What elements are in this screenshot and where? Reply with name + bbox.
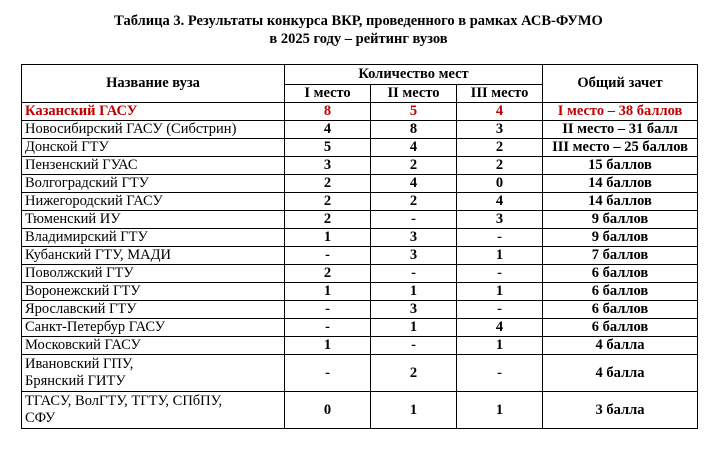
place-2-count: 8 <box>371 121 457 139</box>
place-2-count: 4 <box>371 175 457 193</box>
university-name-cell <box>22 301 285 319</box>
total-score: 6 баллов <box>543 301 698 319</box>
university-name: Донской ГТУ <box>25 139 109 155</box>
total-score: 6 баллов <box>543 283 698 301</box>
place-3-count: - <box>457 229 543 247</box>
place-2-count: 2 <box>371 157 457 175</box>
university-name: Кубанский ГТУ, МАДИ <box>25 247 171 263</box>
place-1-count: 2 <box>285 175 371 193</box>
total-score: 15 баллов <box>543 157 698 175</box>
place-1-count: 2 <box>285 193 371 211</box>
total-score: 4 балла <box>543 337 698 355</box>
place-2-count: 2 <box>371 193 457 211</box>
university-name: Нижегородский ГАСУ <box>25 193 163 209</box>
table-body <box>22 103 698 429</box>
table-row <box>22 157 698 175</box>
place-3-count: 1 <box>457 337 543 355</box>
header-place-3: III место <box>457 84 543 103</box>
table-row <box>22 103 698 121</box>
table-row <box>22 175 698 193</box>
table-row <box>22 392 698 429</box>
place-1-count: - <box>285 319 371 337</box>
place-2-count: 1 <box>371 283 457 301</box>
university-name-cell <box>22 337 285 355</box>
university-name: Владимирский ГТУ <box>25 229 148 245</box>
place-2-count: 4 <box>371 139 457 157</box>
total-score: 7 баллов <box>543 247 698 265</box>
university-name: Казанский ГАСУ <box>25 103 138 119</box>
place-2-count: 2 <box>371 355 457 392</box>
university-name-cell <box>22 211 285 229</box>
place-2-count: 3 <box>371 247 457 265</box>
place-1-count: 8 <box>285 103 371 121</box>
table-row <box>22 283 698 301</box>
university-name-continued: Брянский ГИТУ <box>25 373 126 389</box>
place-2-count: - <box>371 337 457 355</box>
header-place-1: I место <box>285 84 371 103</box>
place-3-count: 3 <box>457 211 543 229</box>
university-name-cell <box>22 229 285 247</box>
university-name: Ярославский ГТУ <box>25 301 137 317</box>
university-name-cell <box>22 283 285 301</box>
total-score: 3 балла <box>543 392 698 429</box>
university-name: Новосибирский ГАСУ (Сибстрин) <box>25 121 237 137</box>
university-name: ТГАСУ, ВолГТУ, ТГТУ, СПбПУ, <box>25 393 223 409</box>
total-score: 6 баллов <box>543 265 698 283</box>
header-total: Общий зачет <box>543 65 698 103</box>
university-name: Ивановский ГПУ, <box>25 356 134 372</box>
place-1-count: 5 <box>285 139 371 157</box>
table-row <box>22 139 698 157</box>
place-1-count: 1 <box>285 229 371 247</box>
university-name: Санкт-Петербур ГАСУ <box>25 319 166 335</box>
place-2-count: 1 <box>371 392 457 429</box>
university-name-cell <box>22 319 285 337</box>
total-score: 4 балла <box>543 355 698 392</box>
caption-line-2: в 2025 году – рейтинг вузов <box>269 31 448 47</box>
caption-line-1: Таблица 3. Результаты конкурса ВКР, проведенного в рамках АСВ-ФУМО <box>114 13 603 29</box>
table-row <box>22 211 698 229</box>
place-3-count: 2 <box>457 139 543 157</box>
university-name: Воронежский ГТУ <box>25 283 141 299</box>
total-score: III место – 25 баллов <box>543 139 698 157</box>
place-3-count: - <box>457 265 543 283</box>
place-3-count: 4 <box>457 103 543 121</box>
university-name: Московский ГАСУ <box>25 337 141 353</box>
total-score: II место – 31 балл <box>543 121 698 139</box>
rating-table <box>21 64 698 429</box>
university-name: Волгоградский ГТУ <box>25 175 149 191</box>
place-3-count: 4 <box>457 319 543 337</box>
header-name: Название вуза <box>22 65 285 103</box>
table-row <box>22 319 698 337</box>
place-1-count: 0 <box>285 392 371 429</box>
total-score: 9 баллов <box>543 229 698 247</box>
place-2-count: - <box>371 211 457 229</box>
table-row <box>22 355 698 392</box>
place-3-count: 4 <box>457 193 543 211</box>
table-header <box>22 65 698 103</box>
place-1-count: 2 <box>285 265 371 283</box>
table-row <box>22 121 698 139</box>
table-row <box>22 265 698 283</box>
university-name-cell <box>22 247 285 265</box>
total-score: I место – 38 баллов <box>543 103 698 121</box>
place-2-count: 3 <box>371 229 457 247</box>
university-name-cell <box>22 157 285 175</box>
university-name-cell <box>22 139 285 157</box>
table-row <box>22 337 698 355</box>
total-score: 14 баллов <box>543 175 698 193</box>
place-1-count: 1 <box>285 337 371 355</box>
university-name: Поволжский ГТУ <box>25 265 134 281</box>
total-score: 9 баллов <box>543 211 698 229</box>
university-name-cell <box>22 193 285 211</box>
table-row <box>22 247 698 265</box>
total-score: 14 баллов <box>543 193 698 211</box>
total-score: 6 баллов <box>543 319 698 337</box>
place-3-count: - <box>457 355 543 392</box>
place-2-count: 1 <box>371 319 457 337</box>
table-row <box>22 193 698 211</box>
place-2-count: - <box>371 265 457 283</box>
place-1-count: - <box>285 301 371 319</box>
place-3-count: 1 <box>457 283 543 301</box>
place-2-count: 3 <box>371 301 457 319</box>
place-2-count: 5 <box>371 103 457 121</box>
place-3-count: 0 <box>457 175 543 193</box>
place-1-count: 4 <box>285 121 371 139</box>
place-1-count: - <box>285 355 371 392</box>
university-name-cell <box>22 103 285 121</box>
place-3-count: 2 <box>457 157 543 175</box>
place-3-count: 1 <box>457 247 543 265</box>
header-places-group: Количество мест <box>285 65 543 85</box>
university-name-continued: СФУ <box>25 410 56 426</box>
place-1-count: 2 <box>285 211 371 229</box>
place-3-count: - <box>457 301 543 319</box>
place-1-count: 1 <box>285 283 371 301</box>
university-name: Пензенский ГУАС <box>25 157 138 173</box>
place-3-count: 1 <box>457 392 543 429</box>
university-name-cell <box>22 355 285 392</box>
table-caption <box>0 12 717 48</box>
table-row <box>22 229 698 247</box>
header-place-2: II место <box>371 84 457 103</box>
university-name-cell <box>22 265 285 283</box>
university-name-cell <box>22 392 285 429</box>
table-row <box>22 301 698 319</box>
place-1-count: 3 <box>285 157 371 175</box>
university-name-cell <box>22 121 285 139</box>
university-name: Тюменский ИУ <box>25 211 121 227</box>
place-1-count: - <box>285 247 371 265</box>
place-3-count: 3 <box>457 121 543 139</box>
university-name-cell <box>22 175 285 193</box>
